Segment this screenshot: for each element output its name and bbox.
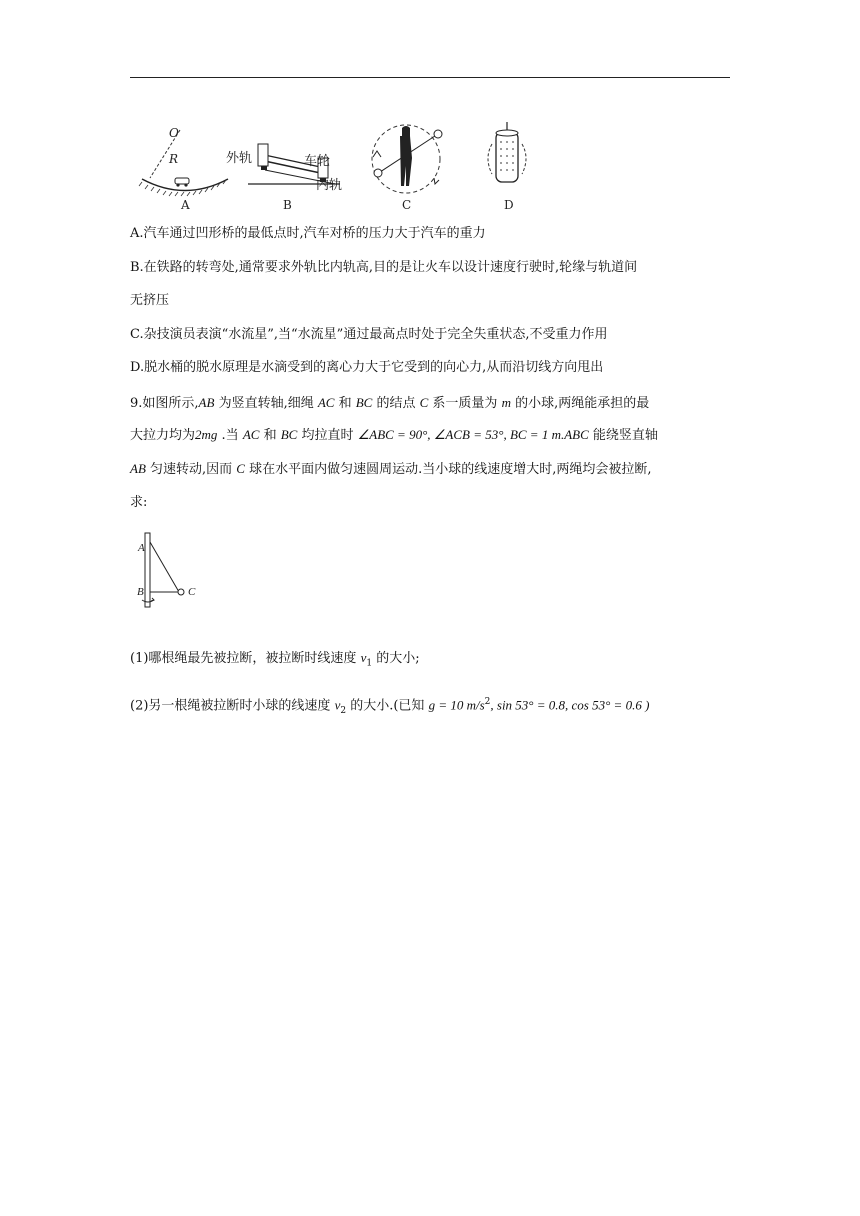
q9-p2-sub: 2 [340,705,347,716]
option-a: A.汽车通过凹形桥的最低点时,汽车对桥的压力大于汽车的重力 [130,226,486,241]
q9-l2-bc: BC [280,427,298,442]
q9-l2-text-b: .当 [217,428,243,443]
q9-l1-text-c: 和 [334,396,356,411]
rod-label-c: C [188,586,196,598]
option-c: C.杂技演员表演“水流星”,当“水流星”通过最高点时处于完全失重状态,不受重力作用 [130,327,608,342]
q9-l1-ac: AC [317,395,335,410]
q9-part1 [130,648,420,674]
q9-l2-equation: ∠ABC = 90°, ∠ACB = 53°, BC = 1 m. [357,427,565,442]
q9-p2-sup: 2 [484,697,491,707]
q9-p2-text-b: 的大小.(已知 [346,698,429,714]
q9-p1-text-a: (1)哪根绳最先被拉断，被拉断时线速度 [130,651,361,666]
q9-l1-text-e: 系一质量为 [428,396,502,411]
q9-l2-text-d: 均拉直时 [297,428,358,443]
label-r: R [169,152,179,166]
label-outer-rail: 外轨 [226,151,253,166]
q9-l2-abc: ABC [564,427,589,442]
option-d: D.脱水桶的脱水原理是水滴受到的离心力大于它受到的向心力,从而沿切线方向甩出 [130,360,604,375]
label-wheel: 车轮 [304,154,331,169]
rod-label-a: A [138,542,145,554]
panel-label-b: B [283,198,292,212]
panel-label-a: A [181,198,190,212]
q9-l3-c: C [236,461,245,476]
q9-line1 [130,393,649,414]
header-rule [130,77,730,78]
q9-p2-text-a: (2)另一根绳被拉断时小球的线速度 [130,698,335,714]
q9-l1-text-d: 的结点 [372,396,420,411]
q9-p2-v: v [334,697,341,713]
option-b-line1: B.在铁路的转弯处,通常要求外轨比内轨高,目的是让火车以设计速度行驶时,轮缘与轨道间 [130,260,638,275]
rod-label-b: B [137,586,144,598]
q9-part2 [130,692,649,721]
q9-l3-ab: AB [130,461,146,476]
q9-l1-bc: BC [355,395,373,410]
q9-l2-ac: AC [242,427,260,442]
q9-l2-force: 2mg [195,427,218,442]
q9-p1-sub: 1 [366,658,373,669]
q9-l1-text-a: 9.如图所示, [130,396,199,411]
panel-label-c: C [402,198,412,212]
q9-l2-text-e: 能绕竖直轴 [588,428,658,443]
q9-l1-text-b: 为竖直转轴,细绳 [214,396,318,411]
q9-l1-m: m [501,395,511,410]
q9-l3-text-a: 匀速转动,因而 [145,462,237,477]
q9-p1-text-b: 的大小; [372,651,420,666]
option-b-line2: 无挤压 [130,293,170,308]
q9-l2-text-c: 和 [259,428,281,443]
q9-l1-c: C [419,395,429,410]
q9-line4: 求: [130,495,148,510]
q9-l1-text-f: 的小球,两绳能承担的最 [510,396,650,411]
panel-label-d: D [504,198,514,212]
q9-p2-text-c: , sin 53° = 0.8, cos 53° = 0.6 ) [490,697,650,713]
q9-line2 [130,425,658,446]
label-o: O [169,126,179,140]
q9-l2-text-a: 大拉力均为 [130,428,196,443]
rod-figure [133,530,203,610]
q9-line3 [130,459,652,480]
label-inner-rail: 内轨 [316,178,343,193]
q9-l1-ab: AB [198,395,215,410]
q9-p2-g: g = 10 m/s [428,697,485,713]
physics-figure-abcd [130,122,570,217]
q9-p1-v: v [360,650,367,665]
q9-l3-text-b: 球在水平面内做匀速圆周运动.当小球的线速度增大时,两绳均会被拉断, [244,462,652,477]
